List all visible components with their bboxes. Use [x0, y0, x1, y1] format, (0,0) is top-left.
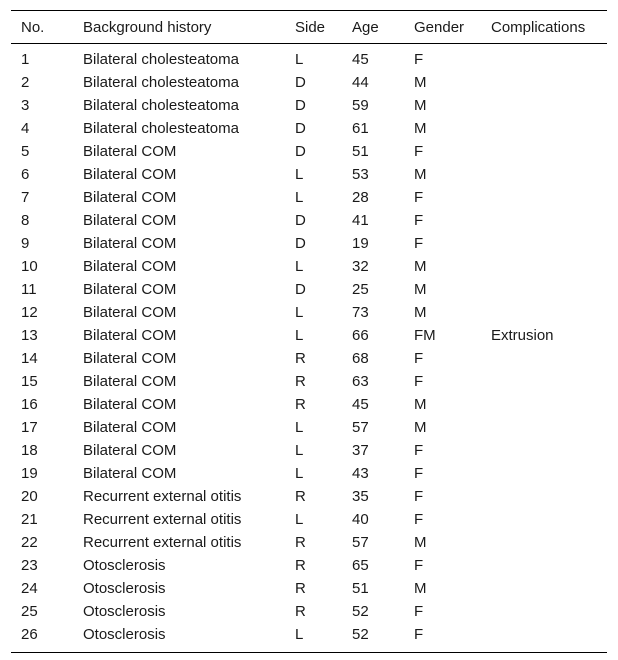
cell-gender: F	[414, 373, 424, 390]
cell-gender: M	[414, 281, 427, 298]
table-row	[11, 232, 607, 255]
cell-no: 2	[21, 74, 30, 91]
cell-age: 52	[352, 626, 369, 643]
cell-complications	[481, 94, 607, 117]
table-row	[11, 301, 607, 324]
cell-age: 45	[352, 51, 369, 68]
cell-complications	[481, 508, 607, 531]
cell-gender: M	[414, 120, 427, 137]
cell-side: L	[295, 419, 304, 436]
cell-gender: F	[414, 488, 424, 505]
cell-age: 40	[352, 511, 369, 528]
cell-side: L	[295, 327, 304, 344]
cell-background-history: Bilateral COM	[83, 235, 177, 252]
table-row	[11, 439, 607, 462]
table-row	[11, 186, 607, 209]
cell-side: D	[295, 235, 306, 252]
cell-age: 61	[352, 120, 369, 137]
cell-gender: M	[414, 580, 427, 597]
cell-complications	[481, 347, 607, 370]
cell-gender: F	[414, 51, 424, 68]
cell-age: 28	[352, 189, 369, 206]
cell-gender: F	[414, 626, 424, 643]
cell-age: 57	[352, 419, 369, 436]
cell-no: 8	[21, 212, 30, 229]
cell-age: 32	[352, 258, 369, 275]
cell-no: 13	[21, 327, 38, 344]
cell-gender: M	[414, 396, 427, 413]
cell-complications	[481, 209, 607, 232]
cell-no: 22	[21, 534, 38, 551]
cell-no: 25	[21, 603, 38, 620]
cell-no: 3	[21, 97, 30, 114]
table-row	[11, 255, 607, 278]
cell-gender: FM	[414, 327, 436, 344]
cell-complications	[481, 531, 607, 554]
cell-side: L	[295, 465, 304, 482]
cell-complications	[481, 393, 607, 416]
table-header	[11, 11, 607, 44]
cell-age: 59	[352, 97, 369, 114]
table-row	[11, 600, 607, 623]
cell-complications	[481, 232, 607, 255]
cell-age: 65	[352, 557, 369, 574]
cell-background-history: Otosclerosis	[83, 580, 166, 597]
header-complications: Complications	[491, 18, 586, 36]
cell-background-history: Bilateral cholesteatoma	[83, 120, 239, 137]
table-row	[11, 324, 607, 347]
cell-no: 18	[21, 442, 38, 459]
table-row	[11, 71, 607, 94]
cell-background-history: Recurrent external otitis	[83, 534, 242, 551]
cell-gender: F	[414, 189, 424, 206]
header-no: No.	[21, 18, 45, 36]
table-row	[11, 44, 607, 72]
patient-table-container	[11, 10, 607, 653]
cell-side: L	[295, 511, 304, 528]
cell-complications	[481, 439, 607, 462]
cell-side: D	[295, 143, 306, 160]
cell-complications	[481, 623, 607, 653]
table-row	[11, 508, 607, 531]
cell-background-history: Bilateral COM	[83, 442, 177, 459]
cell-background-history: Bilateral COM	[83, 189, 177, 206]
cell-no: 19	[21, 465, 38, 482]
table-body	[11, 44, 607, 653]
cell-no: 5	[21, 143, 30, 160]
cell-no: 11	[21, 281, 37, 298]
cell-age: 51	[352, 143, 369, 160]
cell-age: 68	[352, 350, 369, 367]
cell-background-history: Otosclerosis	[83, 557, 166, 574]
cell-background-history: Bilateral COM	[83, 419, 177, 436]
table-row	[11, 140, 607, 163]
cell-age: 37	[352, 442, 369, 459]
cell-complications	[481, 117, 607, 140]
header-row	[11, 11, 607, 44]
cell-age: 66	[352, 327, 369, 344]
cell-no: 26	[21, 626, 38, 643]
cell-no: 10	[21, 258, 38, 275]
cell-side: L	[295, 442, 304, 459]
cell-background-history: Bilateral COM	[83, 373, 177, 390]
cell-side: R	[295, 534, 306, 551]
cell-complications	[481, 462, 607, 485]
cell-background-history: Otosclerosis	[83, 603, 166, 620]
table-row	[11, 577, 607, 600]
cell-complications	[481, 163, 607, 186]
cell-side: R	[295, 580, 306, 597]
cell-age: 51	[352, 580, 369, 597]
cell-side: L	[295, 258, 304, 275]
cell-complications	[481, 416, 607, 439]
cell-side: D	[295, 120, 306, 137]
cell-complications	[481, 44, 607, 72]
cell-side: L	[295, 51, 304, 68]
cell-background-history: Bilateral COM	[83, 212, 177, 229]
cell-background-history: Bilateral cholesteatoma	[83, 51, 239, 68]
header-age: Age	[352, 18, 379, 36]
cell-side: R	[295, 396, 306, 413]
table-row	[11, 163, 607, 186]
cell-gender: F	[414, 143, 424, 160]
cell-background-history: Bilateral cholesteatoma	[83, 97, 239, 114]
header-background-history: Background history	[83, 18, 212, 36]
cell-age: 43	[352, 465, 369, 482]
cell-gender: F	[414, 212, 424, 229]
table-row	[11, 393, 607, 416]
cell-gender: F	[414, 442, 424, 459]
cell-complications	[481, 255, 607, 278]
cell-no: 14	[21, 350, 38, 367]
cell-gender: F	[414, 350, 424, 367]
cell-complications: Extrusion	[491, 327, 554, 344]
cell-gender: M	[414, 258, 427, 275]
table-row	[11, 117, 607, 140]
cell-gender: F	[414, 557, 424, 574]
cell-no: 12	[21, 304, 38, 321]
cell-no: 4	[21, 120, 30, 137]
table-row	[11, 94, 607, 117]
cell-side: D	[295, 212, 306, 229]
cell-age: 52	[352, 603, 369, 620]
cell-age: 73	[352, 304, 369, 321]
cell-age: 63	[352, 373, 369, 390]
cell-no: 1	[21, 51, 30, 68]
cell-side: L	[295, 166, 304, 183]
table-row	[11, 531, 607, 554]
cell-gender: M	[414, 534, 427, 551]
cell-no: 23	[21, 557, 38, 574]
cell-side: L	[295, 304, 304, 321]
cell-background-history: Bilateral COM	[83, 143, 177, 160]
cell-side: D	[295, 281, 306, 298]
cell-no: 16	[21, 396, 38, 413]
cell-side: D	[295, 74, 306, 91]
table-row	[11, 278, 607, 301]
cell-age: 19	[352, 235, 369, 252]
cell-age: 35	[352, 488, 369, 505]
cell-age: 41	[352, 212, 369, 229]
cell-background-history: Bilateral COM	[83, 396, 177, 413]
cell-complications	[481, 554, 607, 577]
cell-background-history: Bilateral COM	[83, 465, 177, 482]
cell-gender: M	[414, 419, 427, 436]
cell-side: R	[295, 350, 306, 367]
cell-side: R	[295, 557, 306, 574]
header-side: Side	[295, 18, 326, 36]
cell-no: 9	[21, 235, 30, 252]
cell-no: 7	[21, 189, 30, 206]
cell-side: D	[295, 97, 306, 114]
cell-gender: M	[414, 74, 427, 91]
cell-gender: M	[414, 304, 427, 321]
cell-complications	[481, 301, 607, 324]
cell-no: 24	[21, 580, 38, 597]
cell-complications	[481, 278, 607, 301]
cell-side: R	[295, 373, 306, 390]
cell-background-history: Recurrent external otitis	[83, 511, 242, 528]
cell-complications	[481, 186, 607, 209]
cell-gender: F	[414, 235, 424, 252]
cell-background-history: Bilateral cholesteatoma	[83, 74, 239, 91]
cell-age: 53	[352, 166, 369, 183]
cell-background-history: Bilateral COM	[83, 166, 177, 183]
cell-complications	[481, 485, 607, 508]
cell-complications	[481, 71, 607, 94]
cell-side: R	[295, 488, 306, 505]
cell-no: 20	[21, 488, 38, 505]
table-row	[11, 209, 607, 232]
table-row	[11, 623, 607, 653]
cell-background-history: Otosclerosis	[83, 626, 166, 643]
cell-side: L	[295, 626, 304, 643]
cell-gender: M	[414, 97, 427, 114]
cell-age: 57	[352, 534, 369, 551]
cell-gender: M	[414, 166, 427, 183]
cell-side: L	[295, 189, 304, 206]
cell-background-history: Bilateral COM	[83, 327, 177, 344]
table-row	[11, 554, 607, 577]
cell-complications	[481, 600, 607, 623]
cell-no: 6	[21, 166, 30, 183]
cell-background-history: Recurrent external otitis	[83, 488, 242, 505]
cell-side: R	[295, 603, 306, 620]
cell-gender: F	[414, 465, 424, 482]
cell-age: 45	[352, 396, 369, 413]
table-row	[11, 485, 607, 508]
cell-background-history: Bilateral COM	[83, 258, 177, 275]
cell-no: 15	[21, 373, 38, 390]
cell-no: 17	[21, 419, 38, 436]
patient-table	[11, 10, 607, 653]
cell-age: 44	[352, 74, 369, 91]
cell-background-history: Bilateral COM	[83, 304, 177, 321]
cell-complications	[481, 370, 607, 393]
table-row	[11, 347, 607, 370]
cell-background-history: Bilateral COM	[83, 281, 177, 298]
cell-complications	[481, 140, 607, 163]
cell-gender: F	[414, 511, 424, 528]
cell-background-history: Bilateral COM	[83, 350, 177, 367]
header-gender: Gender	[414, 18, 465, 36]
table-row	[11, 416, 607, 439]
cell-no: 21	[21, 511, 38, 528]
table-row	[11, 370, 607, 393]
cell-gender: F	[414, 603, 424, 620]
cell-complications	[481, 577, 607, 600]
cell-age: 25	[352, 281, 369, 298]
table-row	[11, 462, 607, 485]
